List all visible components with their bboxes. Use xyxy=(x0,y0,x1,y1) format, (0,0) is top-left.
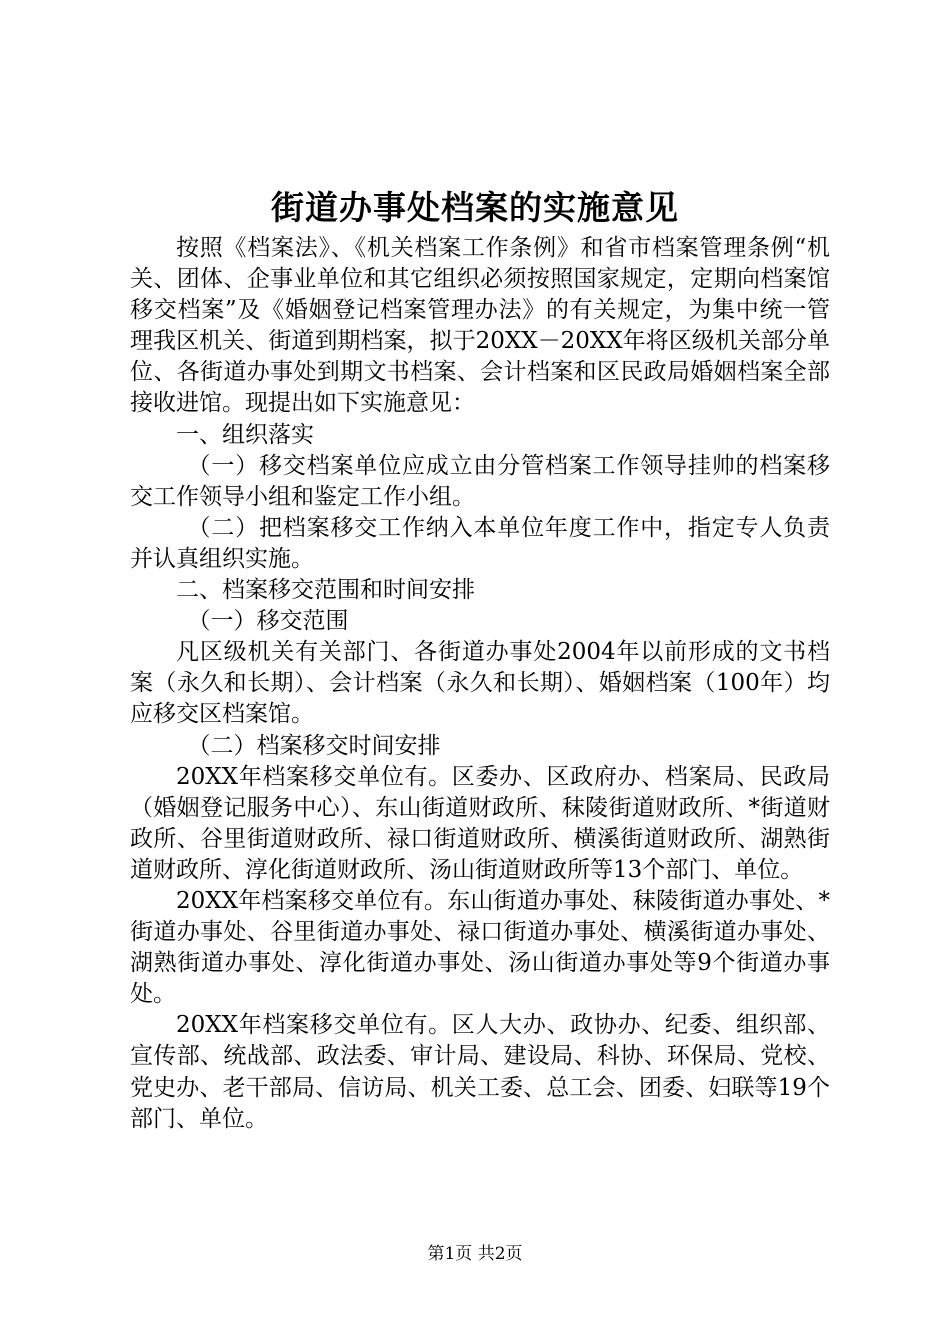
subsection-paragraph: （一）移交档案单位应成立由分管档案工作领导挂帅的档案移交工作领导小组和鉴定工作小组。 xyxy=(130,452,830,510)
page-number-footer: 第1页 共2页 xyxy=(427,1244,523,1264)
scope-paragraph: 凡区级机关有关部门、各街道办事处2004年以前形成的文书档案（永久和长期）、会计档案（永久和长期）、婚姻档案（100年）均应移交区档案馆。 xyxy=(130,639,830,728)
subsection-heading-scope: （一）移交范围 xyxy=(187,608,349,635)
intro-paragraph: 按照《档案法》、《机关档案工作条例》和省市档案管理条例“机关、团体、企事业单位和其它组织必须按照国家规定，定期向档案馆移交档案”及《婚姻登记档案管理办法》的有关规定，为集中统一管理我区机关、街道到期档案，拟于20XX－20XX年将区级机关部分单位、各街道办事处到期文书档案、会计档案和区民政局婚姻档案全部接收进馆。现提出如下实施意见： xyxy=(130,235,830,417)
document-title: 街道办事处档案的实施意见 xyxy=(271,188,679,227)
section-heading-scope-schedule: 二、档案移交范围和时间安排 xyxy=(176,577,475,604)
section-heading-organization: 一、组织落实 xyxy=(176,421,314,448)
subsection-paragraph: （二）把档案移交工作纳入本单位年度工作中，指定专人负责并认真组织实施。 xyxy=(130,514,830,572)
subsection-heading-schedule: （二）档案移交时间安排 xyxy=(187,732,441,759)
schedule-paragraph: 20XX年档案移交单位有。东山街道办事处、秣陵街道办事处、*街道办事处、谷里街道办事处、禄口街道办事处、横溪街道办事处、湖熟街道办事处、淳化街道办事处、汤山街道办事处等9个街道办事处。 xyxy=(130,887,830,1008)
document-body xyxy=(130,233,830,1135)
schedule-paragraph: 20XX年档案移交单位有。区人大办、政协办、纪委、组织部、宣传部、统战部、政法委、审计局、建设局、科协、环保局、党校、党史办、老干部局、信访局、机关工委、总工会、团委、妇联等19个部门、单位。 xyxy=(130,1012,830,1132)
schedule-paragraph: 20XX年档案移交单位有。区委办、区政府办、档案局、民政局（婚姻登记服务中心）、东山街道财政所、秣陵街道财政所、*街道财政所、谷里街道财政所、禄口街道财政所、横溪街道财政所、湖熟街道财政所、淳化街道财政所、汤山街道财政所等13个部门、单位。 xyxy=(130,763,830,883)
